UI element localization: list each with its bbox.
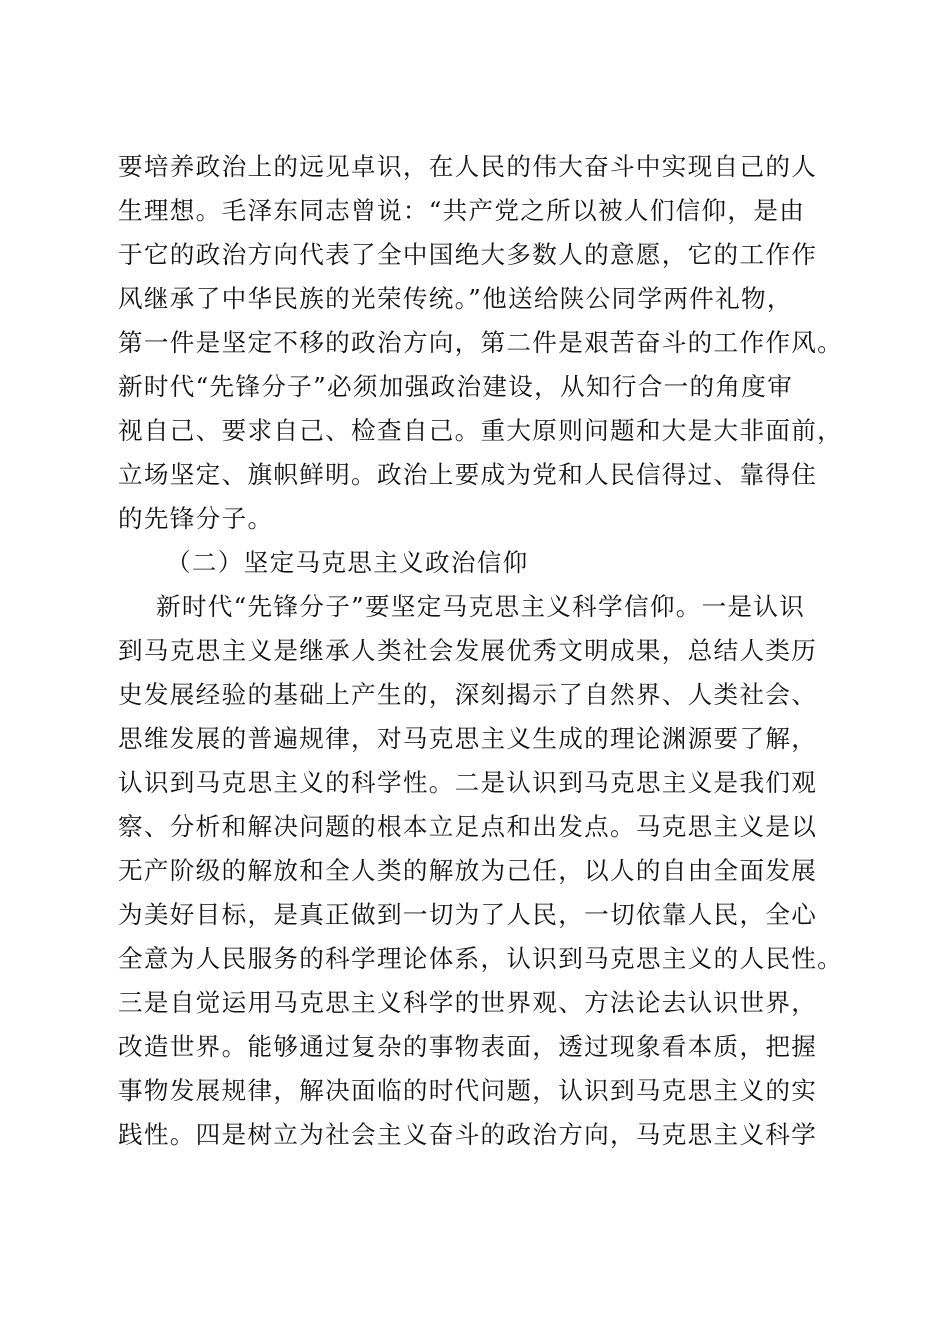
paragraph-marxist-faith	[118, 585, 844, 1157]
text-line: 史发展经验的基础上产生的，深刻揭示了自然界、人类社会、	[118, 680, 818, 709]
text-line: 全意为人民服务的科学理论体系，认识到马克思主义的人民性。	[118, 944, 844, 973]
paragraph-political-vision	[118, 145, 844, 541]
text-line: 三是自觉运用马克思主义科学的世界观、方法论去认识世界，	[118, 988, 818, 1017]
text-line: 于它的政治方向代表了全中国绝大多数人的意愿，它的工作作	[118, 240, 818, 269]
text-line: 到马克思主义是继承人类社会发展优秀文明成果，总结人类历	[118, 636, 818, 665]
text-line: 改造世界。能够通过复杂的事物表面，透过现象看本质，把握	[118, 1032, 818, 1061]
text-line: 立场坚定、旗帜鲜明。政治上要成为党和人民信得过、靠得住	[118, 460, 818, 489]
text-line: 要培养政治上的远见卓识，在人民的伟大奋斗中实现自己的人	[118, 152, 818, 181]
text-line: 生理想。毛泽东同志曾说：“共产党之所以被人们信仰，是由	[118, 196, 806, 225]
text-line: 思维发展的普遍规律，对马克思主义生成的理论渊源要了解，	[118, 724, 818, 753]
text-line: 第一件是坚定不移的政治方向，第二件是艰苦奋斗的工作作风。	[118, 328, 844, 357]
text-line: 为美好目标，是真正做到一切为了人民，一切依靠人民，全心	[118, 900, 818, 929]
section-heading: （二）坚定马克思主义政治信仰	[166, 548, 529, 577]
text-line: 察、分析和解决问题的根本立足点和出发点。马克思主义是以	[118, 812, 818, 841]
document-body	[118, 145, 844, 1157]
text-line: 认识到马克思主义的科学性。二是认识到马克思主义是我们观	[118, 768, 818, 797]
text-line: 视自己、要求自己、检查自己。重大原则问题和大是大非面前，	[118, 416, 844, 445]
text-line: 无产阶级的解放和全人类的解放为己任，以人的自由全面发展	[118, 856, 818, 885]
text-line: 践性。四是树立为社会主义奋斗的政治方向，马克思主义科学	[118, 1120, 818, 1149]
text-line: 的先锋分子。	[118, 504, 274, 533]
text-line: 新时代“先锋分子”要坚定马克思主义科学信仰。一是认识	[156, 592, 806, 621]
text-line: 事物发展规律，解决面临的时代问题，认识到马克思主义的实	[118, 1076, 818, 1105]
text-line: 新时代“先锋分子”必须加强政治建设，从知行合一的角度审	[118, 372, 794, 401]
text-line: 风继承了中华民族的光荣传统。”他送给陕公同学两件礼物，	[118, 284, 793, 313]
